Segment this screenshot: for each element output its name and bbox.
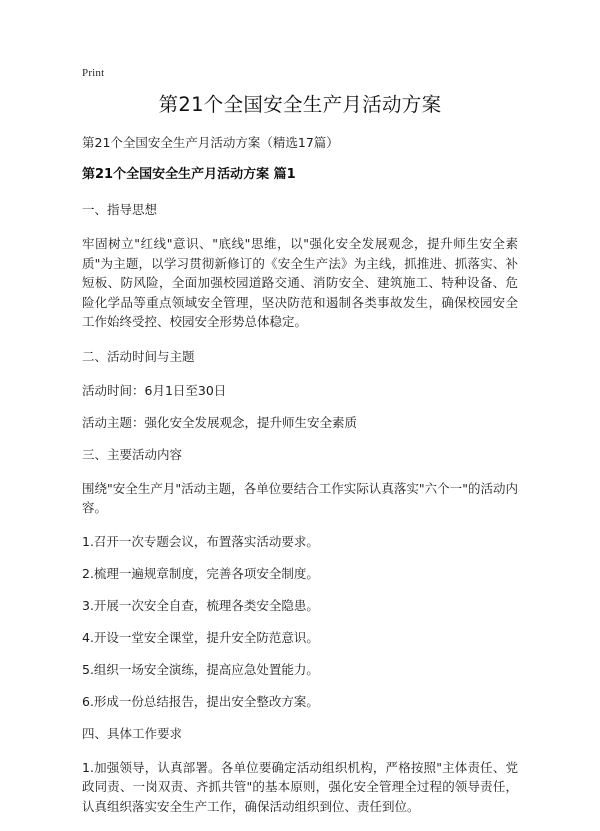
- activity-theme: 活动主题：强化安全发展观念，提升师生安全素质: [82, 414, 358, 430]
- document-subtitle: 第21个全国安全生产月活动方案（精选17篇）: [82, 135, 339, 150]
- section-heading-2: 二、活动时间与主题: [82, 348, 195, 364]
- section-heading-1: 一、指导思想: [82, 202, 158, 217]
- list-item: 2.梳理一遍规章制度，完善各项安全制度。: [82, 565, 319, 581]
- list-item: 1.召开一次专题会议，布置落实活动要求。: [82, 533, 319, 549]
- page-title: 第21个全国安全生产月活动方案: [158, 93, 442, 116]
- section-paragraph-3: 围绕"安全生产月"活动主题，各单位要结合工作实际认真落实"六个一"的活动内容。: [82, 480, 518, 515]
- list-item: 6.形成一份总结报告，提出安全整改方案。: [82, 693, 319, 709]
- document-content: [82, 92, 518, 831]
- activity-time: 活动时间：6月1日至30日: [82, 382, 227, 398]
- section-heading-3: 三、主要活动内容: [82, 446, 183, 462]
- section-heading-4: 四、具体工作要求: [82, 725, 183, 741]
- list-item: 4.开设一堂安全课堂，提升安全防范意识。: [82, 629, 319, 645]
- section-paragraph-1: 牢固树立"红线"意识、"底线"思维，以"强化安全发展观念，提升师生安全素质"为主题，以学习贯彻新修订的《安全生产法》为主线，抓推进、抓落实、补短板、防风险，全面加强校园道路交通、消防安全、建筑施工、特种设备、危险化学品等重点领域安全管理，坚决防范和遏制各类事故发生，确保校园安全工作始终受控、校园安全形势总体稳定。: [82, 236, 518, 329]
- print-label[interactable]: Print: [82, 67, 105, 79]
- list-item: 5.组织一场安全演练，提高应急处置能力。: [82, 661, 319, 677]
- piece-heading: 第21个全国安全生产月活动方案 篇1: [82, 167, 296, 182]
- section-paragraph-4: 1.加强领导，认真部署。各单位要确定活动组织机构，严格按照"主体责任、党政同责、一岗双责、齐抓共管"的基本原则，强化安全管理全过程的领导责任，认真组织落实安全生产工作，确保活动组织到位、责任到位。: [82, 759, 518, 814]
- list-item: 3.开展一次安全自查，梳理各类安全隐患。: [82, 597, 319, 613]
